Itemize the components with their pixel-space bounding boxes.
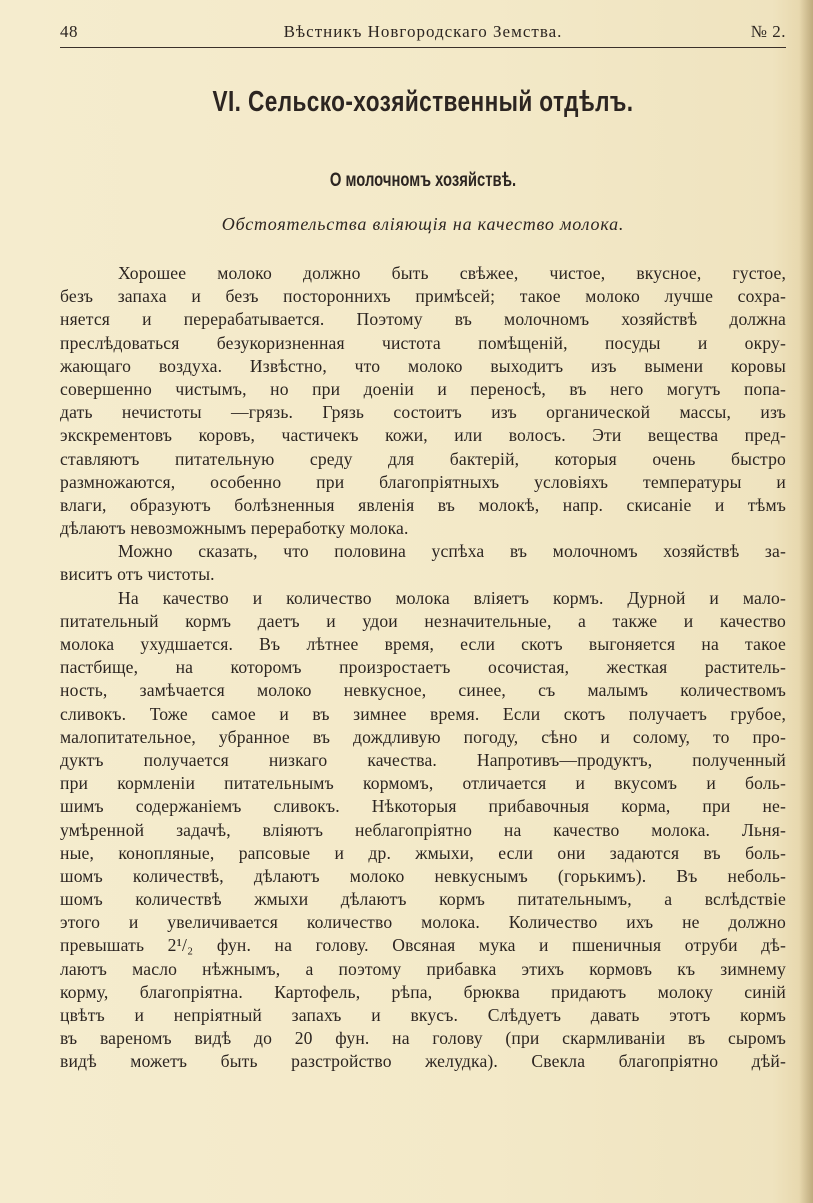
text-line: пастбище, на которомъ произростаетъ осочистая, жесткая раститель- bbox=[60, 657, 786, 678]
text-line: умѣренной задачѣ, вліяютъ неблагопріятно на качество молока. Льня- bbox=[60, 819, 786, 840]
text-line: безъ запаха и безъ постороннихъ примѣсей; такое молоко лучше сохра- bbox=[60, 286, 786, 307]
text-line: дать нечистоты —грязь. Грязь состоитъ изъ органической массы, изъ bbox=[60, 402, 786, 423]
text-line: Хорошее молоко должно быть свѣжее, чистое, вкусное, густое, bbox=[118, 263, 786, 283]
text-line: виситъ отъ чистоты. bbox=[60, 564, 215, 585]
issue-number: № 2. bbox=[750, 22, 786, 41]
page-edge-shadow bbox=[799, 0, 813, 1203]
text-line: питательный кормъ даетъ и удои незначительные, а также и качество bbox=[60, 610, 786, 631]
running-header bbox=[60, 22, 786, 48]
text-line: Можно сказать, что половина успѣха въ молочномъ хозяйствѣ за- bbox=[118, 541, 786, 562]
text-line: няется и перерабатывается. Поэтому въ молочномъ хозяйствѣ должна bbox=[60, 309, 786, 330]
text-line: превышать 2¹/₂ фун. на голову. Овсяная мука и пшеничныя отруби дѣ- bbox=[60, 935, 786, 956]
article-subtitle: Обстоятельства вліяющія на качество молока. bbox=[221, 214, 625, 234]
article-body bbox=[60, 262, 786, 1074]
text-line: дѣлаютъ невозможнымъ переработку молока. bbox=[60, 518, 409, 539]
page-number: 48 bbox=[60, 22, 78, 41]
text-line: при кормленіи питательнымъ кормомъ, отличается и вкусомъ и боль- bbox=[60, 773, 786, 794]
text-line: преслѣдоваться безукоризненная чистота помѣщеній, посуды и окру- bbox=[60, 332, 786, 353]
text-line: жающаго воздуха. Извѣстно, что молоко выходитъ изъ вымени коровы bbox=[60, 355, 786, 376]
section-title: VI. Сельско-хозяйственный отдѣлъ. bbox=[212, 86, 634, 118]
text-line: лаютъ масло нѣжнымъ, а поэтому прибавка этихъ кормовъ къ зимнему bbox=[60, 958, 786, 979]
text-line: шомъ количествѣ жмыхи дѣлаютъ кормъ питательнымъ, а вслѣдствіе bbox=[60, 889, 786, 910]
text-line: цвѣтъ и непріятный запахъ и вкусъ. Слѣдуетъ давать этотъ кормъ bbox=[60, 1005, 786, 1025]
text-line: размножаются, особенно при благопріятныхъ условіяхъ температуры и bbox=[60, 471, 786, 492]
text-line: ставляютъ питательную среду для бактерій, которыя очень быстро bbox=[60, 448, 786, 469]
text-line: ность, замѣчается молоко невкусное, синее, съ малымъ количествомъ bbox=[60, 680, 786, 701]
text-line: этого и увеличивается количество молока. Количество ихъ не должно bbox=[60, 912, 786, 933]
text-line: дуктъ получается низкаго качества. Напротивъ—продуктъ, полученный bbox=[60, 749, 786, 770]
text-line: корму, благопріятна. Картофель, рѣпа, брюква придаютъ молоку синій bbox=[60, 981, 786, 1002]
text-line: сливокъ. Тоже самое и въ зимнее время. Если скотъ получаетъ грубое, bbox=[60, 703, 786, 724]
text-line: малопитательное, убранное въ дождливую погоду, сѣно и солому, то про- bbox=[60, 726, 786, 747]
text-line: экскрементовъ коровъ, частичекъ кожи, или волосъ. Эти вещества пред- bbox=[60, 425, 786, 446]
text-line: влаги, образуютъ болѣзненныя явленія въ молокѣ, напр. скисаніе и тѣмъ bbox=[60, 494, 786, 515]
text-line: На качество и количество молока вліяетъ кормъ. Дурной и мало- bbox=[118, 587, 786, 608]
text-line: ные, конопляные, рапсовые и др. жмыхи, если они задаются въ боль- bbox=[60, 842, 786, 863]
text-line: шимъ содержаніемъ сливокъ. Нѣкоторыя прибавочныя корма, при не- bbox=[60, 796, 786, 817]
text-line: въ вареномъ видѣ до 20 фун. на голову (при скармливаніи въ сыромъ bbox=[60, 1028, 786, 1049]
header-rule bbox=[60, 47, 786, 48]
text-line: шомъ количествѣ, дѣлаютъ молоко невкуснымъ (горькимъ). Въ неболь- bbox=[60, 865, 786, 886]
text-line: молока ухудшается. Въ лѣтнее время, если скотъ выгоняется на такое bbox=[60, 634, 786, 654]
text-line: видѣ можетъ быть разстройство желудка). Свекла благопріятно дѣй- bbox=[60, 1051, 786, 1072]
article-title: О молочномъ хозяйствѣ. bbox=[329, 170, 517, 191]
text-line: совершенно чистымъ, но при доеніи и переносѣ, въ него могутъ попа- bbox=[60, 378, 786, 399]
journal-title: Вѣстникъ Новгородскаго Земства. bbox=[283, 22, 563, 41]
